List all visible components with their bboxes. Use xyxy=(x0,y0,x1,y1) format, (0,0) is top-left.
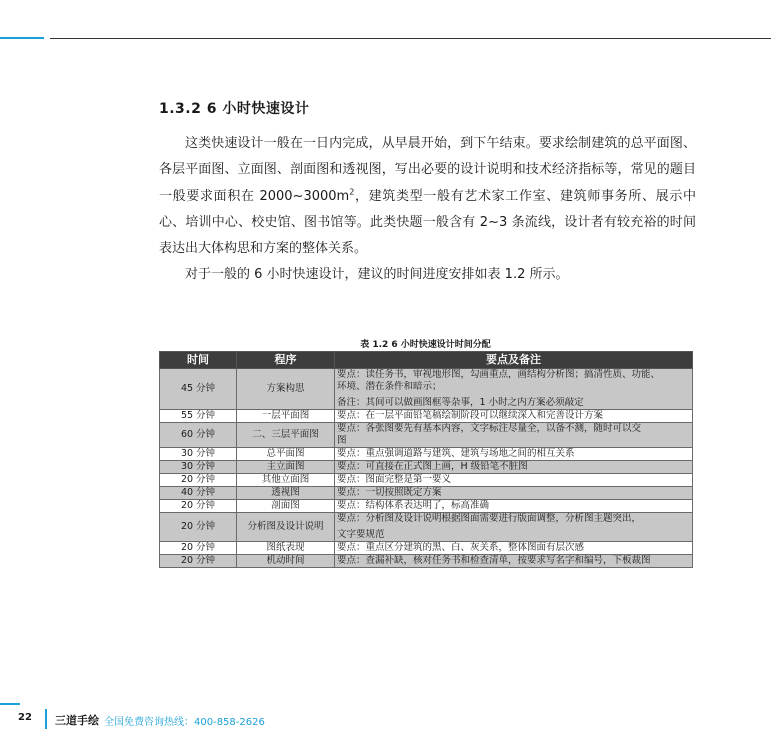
row-time: 40 分钟 xyxy=(160,487,237,500)
row-time: 20 分钟 xyxy=(160,513,237,542)
row-time: 20 分钟 xyxy=(160,542,237,555)
footer-accent-line xyxy=(0,703,20,705)
row-procedure: 总平面图 xyxy=(237,448,335,461)
row-notes xyxy=(335,369,693,410)
hotline-text: 全国免费咨询热线：400-858-2626 xyxy=(104,717,265,728)
row-time: 30 分钟 xyxy=(160,461,237,474)
note-line: 要点：读任务书，审视地形图，勾画重点，画结构分析图；搞清性质、功能、 xyxy=(337,369,661,380)
paragraph-2: 对于一般的 6 小时快速设计，建议的时间进度安排如表 1.2 所示。 xyxy=(185,267,569,283)
note-line: 图 xyxy=(337,435,347,446)
row-time: 30 分钟 xyxy=(160,448,237,461)
table-row xyxy=(160,542,693,555)
row-procedure: 剖面图 xyxy=(237,500,335,513)
row-procedure: 机动时间 xyxy=(237,555,335,568)
row-notes xyxy=(335,500,693,513)
row-time: 20 分钟 xyxy=(160,474,237,487)
footer-divider xyxy=(45,709,47,729)
row-procedure: 分析图及设计说明 xyxy=(237,513,335,542)
row-notes xyxy=(335,461,693,474)
note-line: 要点：重点区分建筑的黑、白、灰关系，整体图面有层次感 xyxy=(337,542,585,553)
row-notes xyxy=(335,542,693,555)
area-superscript: 2 xyxy=(349,187,355,197)
row-notes xyxy=(335,448,693,461)
table-row xyxy=(160,410,693,423)
header-accent-line xyxy=(0,37,44,39)
table-row xyxy=(160,487,693,500)
row-procedure: 图纸表现 xyxy=(237,542,335,555)
note-line: 要点：查漏补缺，核对任务书和检查清单，按要求写名字和编号，下板裁图 xyxy=(337,555,651,566)
row-procedure: 主立面图 xyxy=(237,461,335,474)
header-procedure: 程序 xyxy=(237,352,335,369)
table-row xyxy=(160,474,693,487)
row-time: 20 分钟 xyxy=(160,555,237,568)
note-line: 要点：一切按照既定方案 xyxy=(337,487,442,498)
table-row xyxy=(160,500,693,513)
note-line: 要点：在一层平面铅笔稿绘制阶段可以继续深入和完善设计方案 xyxy=(337,410,604,421)
header-rule xyxy=(50,38,771,39)
row-notes xyxy=(335,474,693,487)
schedule-table xyxy=(159,351,693,568)
table-row xyxy=(160,461,693,474)
page-number: 22 xyxy=(18,712,32,723)
row-time: 45 分钟 xyxy=(160,369,237,410)
note-line: 环境、潜在条件和暗示； xyxy=(337,381,442,392)
table-row xyxy=(160,555,693,568)
row-procedure: 一层平面图 xyxy=(237,410,335,423)
row-time: 20 分钟 xyxy=(160,500,237,513)
table-caption: 表 1.2 6 小时快速设计时间分配 xyxy=(360,340,491,350)
brand-name: 三道手绘 xyxy=(55,714,99,727)
note-line: 要点：图面完整是第一要义 xyxy=(337,474,452,485)
header-notes: 要点及备注 xyxy=(335,352,693,369)
note-line: 要点：各张图要先有基本内容，文字标注尽量全，以备不测，随时可以交 xyxy=(337,423,642,434)
note-line: 要点：可直接在正式图上画，H 级铅笔不脏图 xyxy=(337,461,528,472)
row-notes xyxy=(335,410,693,423)
row-notes xyxy=(335,487,693,500)
row-notes xyxy=(335,513,693,542)
row-procedure: 方案构思 xyxy=(237,369,335,410)
row-time: 55 分钟 xyxy=(160,410,237,423)
row-time: 60 分钟 xyxy=(160,423,237,448)
row-procedure: 透视图 xyxy=(237,487,335,500)
table-row xyxy=(160,369,693,410)
note-line: 要点：重点强调道路与建筑、建筑与场地之间的相互关系 xyxy=(337,448,575,459)
paragraph-1-part-b: ，建筑类型一般有艺术家工作室、建筑师事务所、展示中心、培训中心、校史馆、图书馆等。此类快题一般含有 2~3 条流线，设计者有较充裕的时间表达出大体构思和方案的整体关系。 xyxy=(159,188,696,257)
section-title: 1.3.2 6 小时快速设计 xyxy=(159,101,310,117)
paragraph-1-part-a: 这类快速设计一般在一日内完成，从早晨开始，到下午结束。要求绘制建筑的总平面图、各层平面图、立面图、剖面图和透视图，写出必要的设计说明和技术经济指标等，常见的题目一般要求面积在 2000~3000m xyxy=(159,136,696,204)
row-procedure: 二、三层平面图 xyxy=(237,423,335,448)
header-time: 时间 xyxy=(160,352,237,369)
paragraph-1 xyxy=(159,131,696,262)
note-line: 要点：分析图及设计说明根据图面需要进行版面调整，分析图主题突出， xyxy=(337,513,642,524)
note-line: 备注：其间可以做画图框等杂事，1 小时之内方案必须敲定 xyxy=(337,397,584,408)
body-text xyxy=(159,131,696,289)
row-notes xyxy=(335,423,693,448)
table-header-row xyxy=(160,352,693,369)
note-line: 要点：结构体系表达明了，标高准确 xyxy=(337,500,490,511)
note-line: 文字要规范 xyxy=(337,529,385,540)
table-row xyxy=(160,513,693,542)
row-notes xyxy=(335,555,693,568)
row-procedure: 其他立面图 xyxy=(237,474,335,487)
table-row xyxy=(160,423,693,448)
table-row xyxy=(160,448,693,461)
